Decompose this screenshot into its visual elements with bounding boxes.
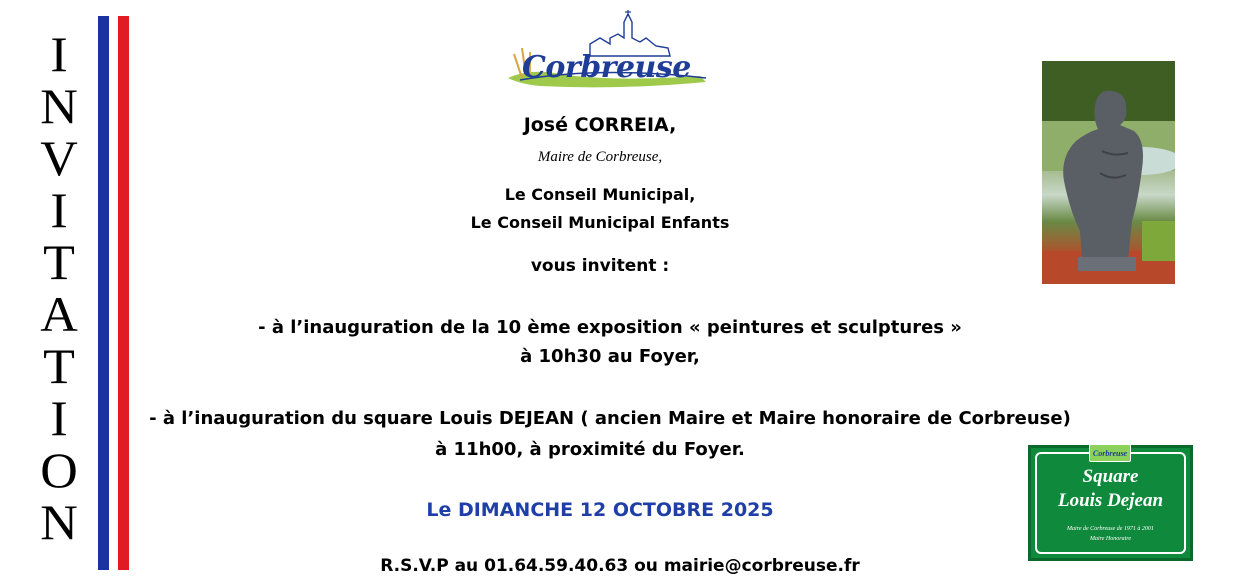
event-square-time: à 11h00, à proximité du Foyer. bbox=[435, 439, 745, 460]
corbreuse-logo bbox=[500, 8, 710, 88]
title-letter: A bbox=[40, 288, 78, 343]
council-line: Le Conseil Municipal, bbox=[504, 185, 696, 204]
sign-subtitle: Maire de Corbreuse de 1971 à 2001 bbox=[1067, 526, 1154, 532]
flag-stripe-white bbox=[109, 16, 118, 570]
sign-line-square: Square bbox=[1082, 466, 1139, 487]
mayor-role: Maire de Corbreuse, bbox=[537, 149, 663, 165]
title-letter: V bbox=[40, 132, 78, 187]
sign-line-name: Louis Dejean bbox=[1057, 490, 1164, 511]
flag-stripe-red bbox=[118, 16, 129, 570]
title-letter: T bbox=[43, 236, 75, 291]
title-letter: O bbox=[40, 444, 78, 499]
title-letter: I bbox=[50, 28, 68, 83]
invite-line: vous invitent : bbox=[530, 256, 670, 276]
event-exhibition-time: à 10h30 au Foyer, bbox=[520, 346, 700, 367]
rsvp-line: R.S.V.P au 01.64.59.40.63 ou mairie@corbreuse.fr bbox=[380, 556, 860, 576]
council-kids-line: Le Conseil Municipal Enfants bbox=[470, 213, 730, 232]
sign-subtitle-2: Maire Honoraire bbox=[1089, 536, 1132, 542]
title-letter: T bbox=[43, 340, 75, 395]
event-square: - à l’inauguration du square Louis DEJEAN ( ancien Maire et Maire honoraire de Corbreuse) bbox=[149, 408, 1071, 429]
title-letter: N bbox=[40, 80, 78, 135]
sign-logo: Corbreuse bbox=[1089, 444, 1131, 462]
vertical-title-invitation bbox=[36, 28, 82, 551]
event-date: Le DIMANCHE 12 OCTOBRE 2025 bbox=[426, 499, 774, 521]
title-letter: I bbox=[50, 184, 68, 239]
logo-text: Corbreuse bbox=[522, 50, 691, 85]
flag-stripe-blue bbox=[98, 16, 109, 570]
street-sign bbox=[1028, 445, 1193, 561]
event-exhibition: - à l’inauguration de la 10 ème exposition « peintures et sculptures » bbox=[258, 317, 962, 338]
sculpture-illustration bbox=[1042, 61, 1175, 284]
title-letter: I bbox=[50, 392, 68, 447]
sculpture-photo bbox=[1042, 61, 1175, 284]
mayor-name: José CORREIA, bbox=[523, 114, 677, 136]
title-letter: N bbox=[40, 496, 78, 551]
